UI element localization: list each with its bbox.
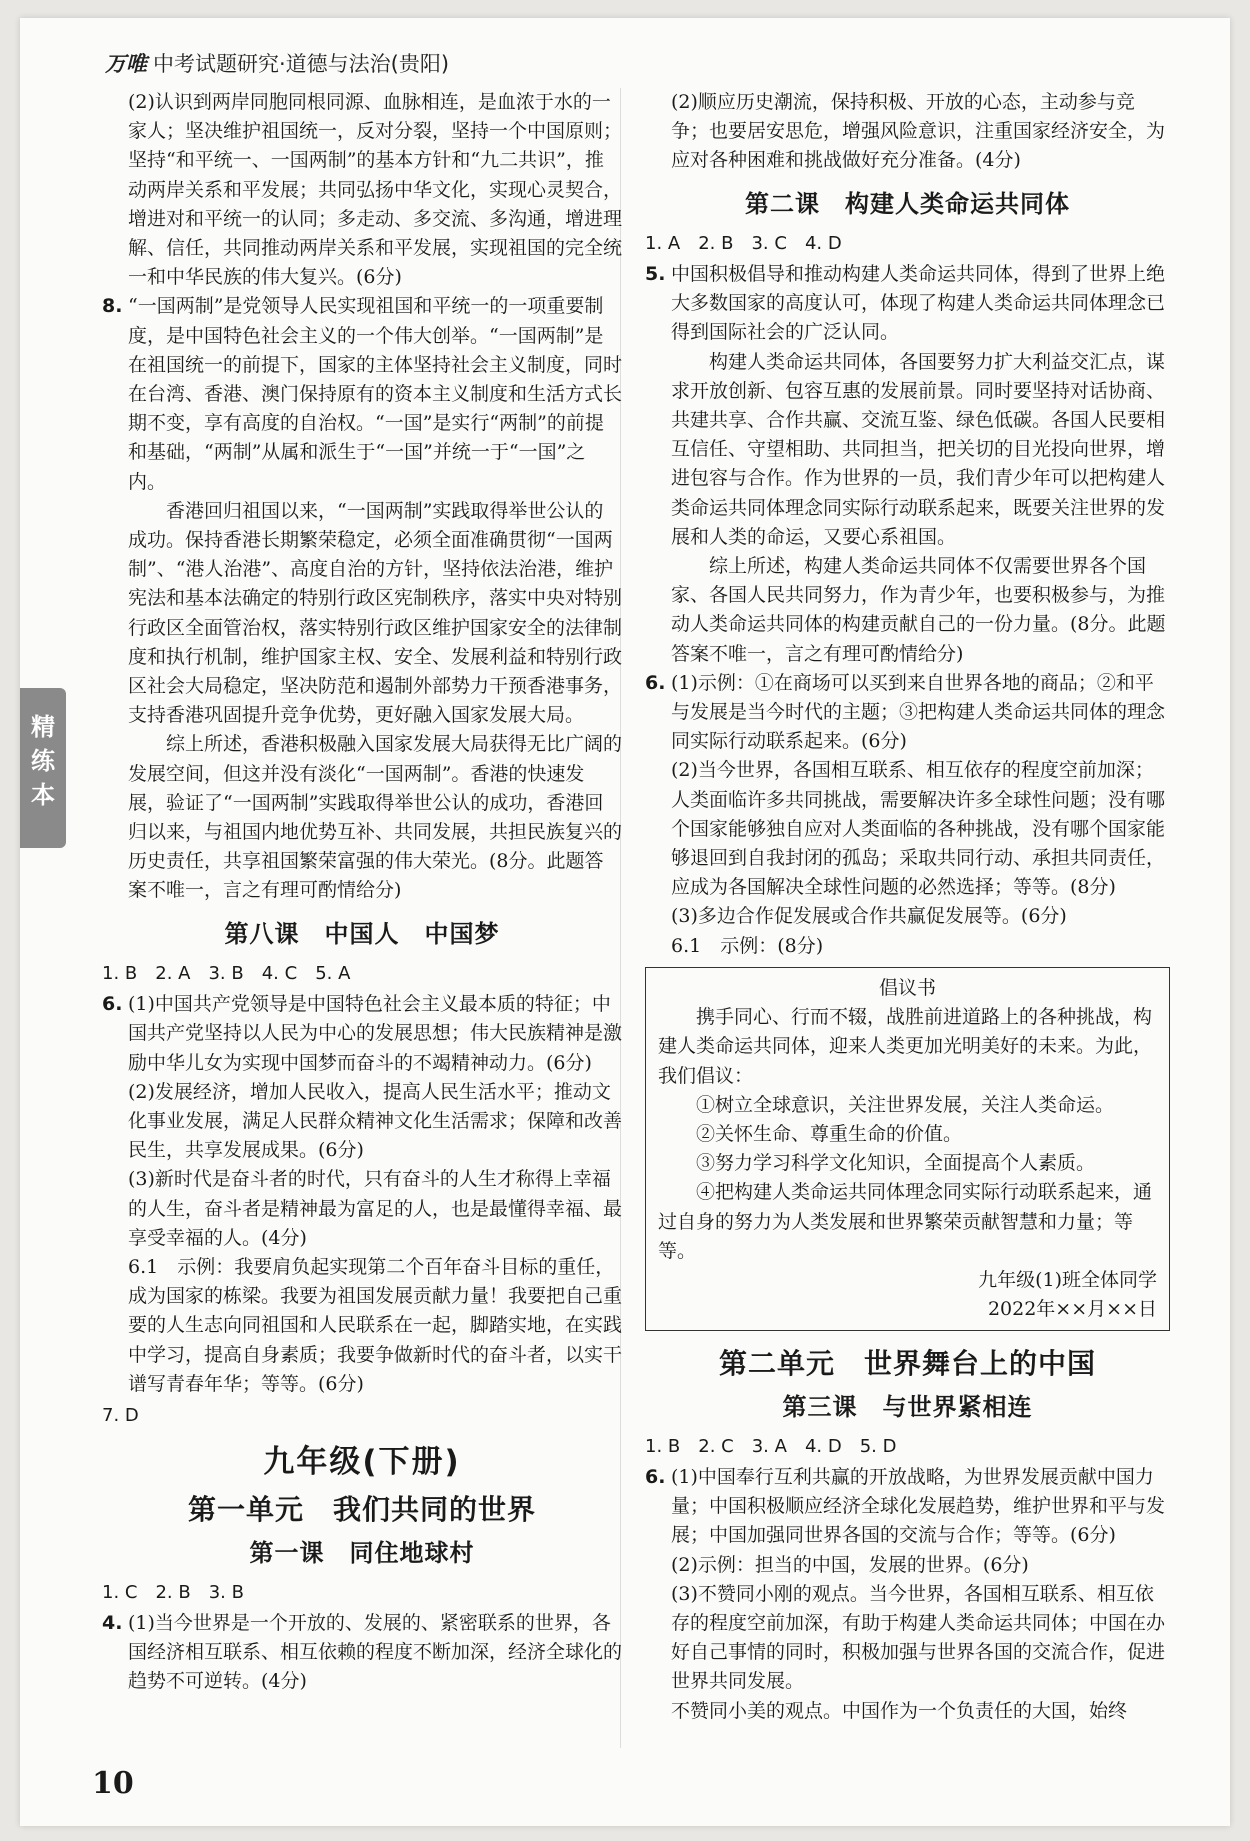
answer-item: 3. A <box>751 1435 787 1457</box>
grade-title: 九年级(下册) <box>263 1444 461 1481</box>
q8-para1 <box>102 292 622 496</box>
answer-item: 4. D <box>804 232 842 254</box>
answer-text: (1)当今世界是一个开放的、发展的、紧密联系的世界，各国经济相互联系、相互依赖的程度不断加深，经济全球化的趋势不可逆转。(4分) <box>128 1611 623 1693</box>
l2-q6-part1 <box>645 669 1170 757</box>
question-number: 6. <box>645 671 666 694</box>
answer-item: 2. A <box>155 962 191 984</box>
right-column <box>645 88 1170 1726</box>
l3-q6-part1 <box>645 1463 1170 1551</box>
answer-item: 1. B <box>102 962 138 984</box>
page-number: 10 <box>92 1766 134 1801</box>
page-header <box>105 48 449 78</box>
l1-q4-part1 <box>102 1609 622 1697</box>
lesson1-title: 第一课 同住地球村 <box>249 1538 475 1567</box>
l3-q6-part3: (3)不赞同小刚的观点。当今世界，各国相互联系、相互依存的程度空前加深，有助于构建人类命运共同体；中国在办好自己事情的同时，积极加强与世界各国的交流合作，促进世界共同发展。 <box>671 1582 1166 1693</box>
q7-part2: (2)认识到两岸同胞同根同源、血脉相连，是血浓于水的一家人；坚决维护祖国统一，反对分裂，坚持一个中国原则；坚持“和平统一、一国两制”的基本方针和“九二共识”，推动两岸关系和平发展；共同弘扬中华文化，实现心灵契合，增进对和平统一的认同；多走动、多交流、多沟通，增进理解、信任，共同推动两岸关系和平发展，实现祖国的完全统一和中华民族的伟大复兴。(6分) <box>128 91 623 289</box>
answer-item: 2. B <box>698 232 734 254</box>
proposal-body: 携手同心、行而不辍，战胜前进道路上的各种挑战，构建人类命运共同体，迎来人类更加光明美好的未来。为此，我们倡议： <box>658 1006 1153 1087</box>
lesson8-answers <box>102 959 622 988</box>
question-number: 6. <box>102 993 123 1016</box>
header-title: 中考试题研究·道德与法治(贵阳) <box>153 52 450 76</box>
answer-item: 2. C <box>698 1435 734 1457</box>
answer-item: 1. B <box>645 1435 681 1457</box>
answer-item: 4. D <box>804 1435 842 1457</box>
l8-q6-part1 <box>102 990 622 1078</box>
lesson3-title: 第三课 与世界紧相连 <box>782 1392 1033 1421</box>
answer-item: 3. C <box>751 232 787 254</box>
unit2-title: 第二单元 世界舞台上的中国 <box>718 1347 1096 1381</box>
proposal-item: ①树立全球意识，关注世界发展，关注人类命运。 <box>696 1093 1115 1116</box>
answer-item: 3. B <box>208 1581 244 1603</box>
proposal-item: ③努力学习科学文化知识，全面提高个人素质。 <box>696 1152 1096 1175</box>
q8-text1: “一国两制”是党领导人民实现祖国和平统一的一项重要制度，是中国特色社会主义的一个伟大创举。“一国两制”是在祖国统一的前提下，国家的主体坚持社会主义制度，同时在台湾、香港、澳门保持原有的资本主义制度和生活方式长期不变，享有高度的自治权。“一国”是实行“两制”的前提和基础，“两制”从属和派生于“一国”并统一于“一国”之内。 <box>128 295 623 493</box>
left-column <box>102 88 622 1697</box>
answer-text: 中国积极倡导和推动构建人类命运共同体，得到了世界上绝大多数国家的高度认可，体现了构建人类命运共同体理念已得到国际社会的广泛认同。 <box>671 263 1166 344</box>
q8-number: 8. <box>102 295 123 318</box>
lesson3-answers <box>645 1432 1170 1461</box>
unit1-title: 第一单元 我们共同的世界 <box>187 1493 536 1527</box>
l2-q5-para3: 综上所述，构建人类命运共同体不仅需要世界各个国家、各国人民共同努力，作为青少年，也要积极参与，为推动人类命运共同体的构建贡献自己的一份力量。(8分。此题答案不唯一，言之有理可酌情给分) <box>671 555 1166 665</box>
l1-q4-part2: (2)顺应历史潮流，保持积极、开放的心态，主动参与竞争；也要居安思危，增强风险意识，注重国家经济安全，为应对各种困难和挑战做好充分准备。(4分) <box>671 91 1166 172</box>
answer-item: 4. C <box>261 962 298 984</box>
proposal-box <box>645 967 1170 1331</box>
answer-text: (1)中国共产党领导是中国特色社会主义最本质的特征；中国共产党坚持以人民为中心的发展思想；伟大民族精神是激励中华儿女为实现中国梦而奋斗的不竭精神动力。(6分) <box>128 993 623 1074</box>
lesson8-title: 第八课 中国人 中国梦 <box>224 919 500 948</box>
l2-q5-para2: 构建人类命运共同体，各国要努力扩大利益交汇点，谋求开放创新、包容互惠的发展前景。同时要坚持对话协商、共建共享、合作共赢、交流互鉴、绿色低碳。各国人民要相互信任、守望相助、共同担当，把关切的目光投向世界，增进包容与合作。作为世界的一员，我们青少年可以把构建人类命运共同体理念同实际行动联系起来，既要关注世界的发展和人类的命运，又要心系祖国。 <box>671 350 1166 548</box>
answer-item: 5. A <box>315 962 351 984</box>
question-number: 5. <box>645 263 666 286</box>
proposal-item: ②关怀生命、尊重生命的价值。 <box>696 1122 963 1145</box>
proposal-title: 倡议书 <box>878 976 936 999</box>
l8-q6-part3: (3)新时代是奋斗者的时代，只有奋斗的人生才称得上幸福的人生，奋斗者是精神最为富足的人，也是最懂得幸福、最享受幸福的人。(4分) <box>128 1168 623 1249</box>
l2-q5-para1 <box>645 260 1170 348</box>
l8-q7: 7. D <box>102 1404 139 1426</box>
q8-para2: 香港回归祖国以来，“一国两制”实践取得举世公认的成功。保持香港长期繁荣稳定，必须全面准确贯彻“一国两制”、“港人治港”、高度自治的方针，坚持依法治港，维护宪法和基本法确定的特别行政区宪制秩序，落实中央对特别行政区全面管治权，落实特别行政区维护国家安全的法律制度和执行机制，维护国家主权、安全、发展利益和特别行政区社会大局稳定，坚决防范和遏制外部势力干预香港事务，支持香港巩固提升竞争优势，更好融入国家发展大局。 <box>128 499 623 727</box>
l3-q6-part4: 不赞同小美的观点。中国作为一个负责任的大国，始终 <box>671 1699 1128 1722</box>
answer-text: (1)示例：①在商场可以买到来自世界各地的商品；②和平与发展是当今时代的主题；③把构建人类命运共同体的理念同实际行动联系起来。(6分) <box>671 671 1166 753</box>
page <box>20 18 1230 1826</box>
q8-para3: 综上所述，香港积极融入国家发展大局获得无比广阔的发展空间，但这并没有淡化“一国两制”。香港的快速发展，验证了“一国两制”实践取得举世公认的成功，香港回归以来，与祖国内地优势互补、共同发展，共担民族复兴的历史责任，共享祖国繁荣富强的伟大荣光。(8分。此题答案不唯一，言之有理可酌情给分) <box>128 733 623 902</box>
l8-q6-1: 6.1 示例：我要肩负起实现第二个百年奋斗目标的重任，成为国家的栋梁。我要为祖国发展贡献力量！我要把自己重要的人生志向同祖国和人民联系在一起，脚踏实地，在实践中学习，提高自身素质；我要争做新时代的奋斗者，以实干谱写青春年华；等等。(6分) <box>128 1255 623 1395</box>
l2-q6-part3: (3)多边合作促发展或合作共赢促发展等。(6分) <box>671 905 1067 928</box>
question-number: 4. <box>102 1611 123 1634</box>
lesson1-answers <box>102 1578 622 1607</box>
proposal-item: ④把构建人类命运共同体理念同实际行动联系起来，通过自身的努力为人类发展和世界繁荣贡献智慧和力量；等等。 <box>658 1181 1153 1262</box>
lesson2-answers <box>645 229 1170 258</box>
proposal-signature: 九年级(1)班全体同学 <box>978 1268 1157 1291</box>
l8-q6-part2: (2)发展经济，增加人民收入，提高人民生活水平；推动文化事业发展，满足人民群众精神文化生活需求；保障和改善民生，共享发展成果。(6分) <box>128 1080 623 1162</box>
answer-item: 1. A <box>645 232 681 254</box>
brand-logo: 万唯 <box>105 52 147 76</box>
l2-q6-1: 6.1 示例：(8分) <box>671 934 824 957</box>
l3-q6-part2: (2)示例：担当的中国，发展的世界。(6分) <box>671 1553 1029 1576</box>
answer-item: 5. D <box>859 1435 897 1457</box>
answer-item: 1. C <box>102 1581 138 1603</box>
lesson2-title: 第二课 构建人类命运共同体 <box>745 189 1070 218</box>
proposal-date: 2022年××月××日 <box>987 1298 1157 1321</box>
question-number: 6. <box>645 1465 666 1488</box>
answer-item: 3. B <box>208 962 244 984</box>
answer-item: 2. B <box>155 1581 191 1603</box>
l2-q6-part2: (2)当今世界，各国相互联系、相互依存的程度空前加深；人类面临许多共同挑战，需要解决许多全球性问题；没有哪个国家能够独自应对人类面临的各种挑战，没有哪个国家能够退回到自我封闭的孤岛；采取共同行动、承担共同责任，应成为各国解决全球性问题的必然选择；等等。(8分) <box>671 759 1166 899</box>
answer-text: (1)中国奉行互利共赢的开放战略，为世界发展贡献中国力量；中国积极顺应经济全球化发展趋势，维护世界和平与发展；中国加强同世界各国的交流与合作；等等。(6分) <box>671 1465 1166 1547</box>
side-tab: 精 练 本 <box>20 688 66 848</box>
